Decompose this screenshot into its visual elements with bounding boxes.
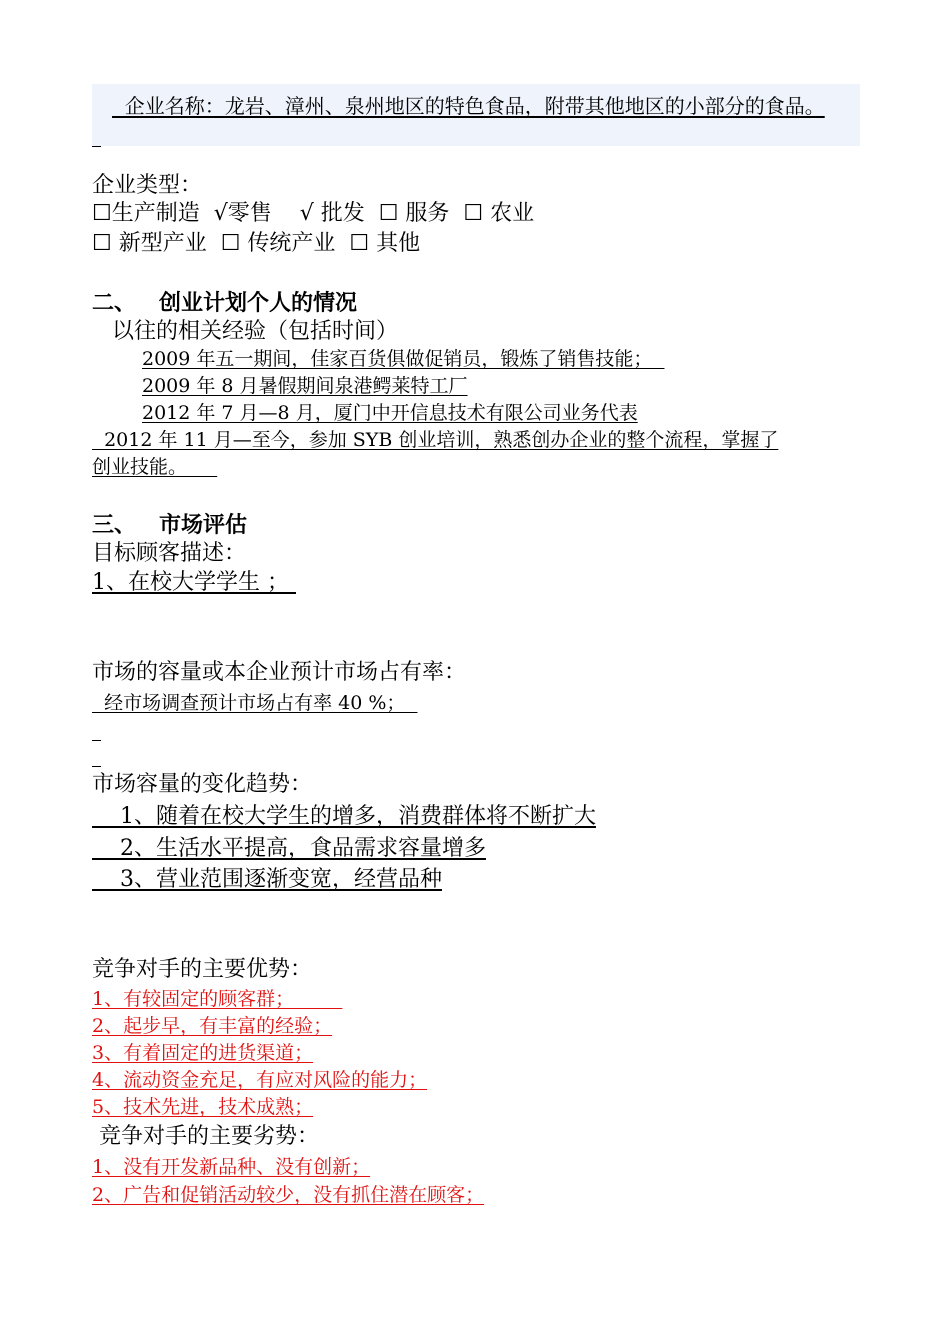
target-customer-item: 1、在校大学学生 ； [92, 570, 296, 595]
competitor-disadvantages-label: 竞争对手的主要劣势： [92, 1124, 319, 1149]
market-trend-item: 2、生活水平提高，食品需求容量增多 [92, 836, 486, 861]
market-trend-item: 1、随着在校大学生的增多，消费群体将不断扩大 [92, 804, 596, 829]
market-capacity-label: 市场的容量或本企业预计市场占有率： [92, 660, 467, 685]
market-trend-item: 3、营业范围逐渐变宽，经营品种 [92, 867, 442, 892]
competitor-advantage-item: 4、流动资金充足，有应对风险的能力； [92, 1069, 428, 1091]
company-name: 企业名称：龙岩、漳州、泉州地区的特色食品，附带其他地区的小部分的食品。 [112, 94, 825, 118]
experience-item: 2012 年 7 月—8 月，厦门中开信息技术有限公司业务代表 [142, 402, 638, 424]
experience-label: 以往的相关经验（包括时间） [112, 319, 399, 344]
empty-line-marker [92, 766, 101, 767]
experience-item-continued: 创业技能。 [92, 456, 218, 478]
empty-line-marker [92, 740, 101, 741]
section3-heading: 三、 市场评估 [92, 512, 247, 538]
company-type-label: 企业类型： [92, 173, 203, 198]
competitor-disadvantage-item: 1、没有开发新品种、没有创新； [92, 1156, 371, 1178]
competitor-advantage-item: 5、技术先进，技术成熟； [92, 1096, 314, 1118]
competitor-advantage-item: 1、有较固定的顾客群； [92, 988, 343, 1010]
target-customer-label: 目标顾客描述： [92, 541, 247, 566]
company-type-options-row2: ☐ 新型产业 ☐ 传统产业 ☐ 其他 [92, 231, 421, 256]
competitor-advantages-label: 竞争对手的主要优势： [92, 957, 313, 982]
market-share-value: 经市场调查预计市场占有率 40 %； [92, 692, 418, 714]
empty-line-marker [92, 146, 101, 147]
company-type-options-row1: ☐生产制造 √零售 √ 批发 ☐ 服务 ☐ 农业 [92, 201, 535, 226]
market-trend-label: 市场容量的变化趋势： [92, 772, 313, 797]
experience-item: 2009 年五一期间，佳家百货俱做促销员，锻炼了销售技能； [142, 348, 665, 370]
experience-item: 2009 年 8 月暑假期间泉港鳄莱特工厂 [142, 375, 468, 397]
experience-item: 2012 年 11 月—至今，参加 SYB 创业培训，熟悉创办企业的整个流程，掌握了 [92, 429, 779, 451]
competitor-advantage-item: 3、有着固定的进货渠道； [92, 1042, 314, 1064]
section2-heading: 二、 创业计划个人的情况 [92, 290, 357, 316]
competitor-disadvantage-item: 2、广告和促销活动较少，没有抓住潜在顾客； [92, 1184, 485, 1206]
competitor-advantage-item: 2、起步早，有丰富的经验； [92, 1015, 333, 1037]
